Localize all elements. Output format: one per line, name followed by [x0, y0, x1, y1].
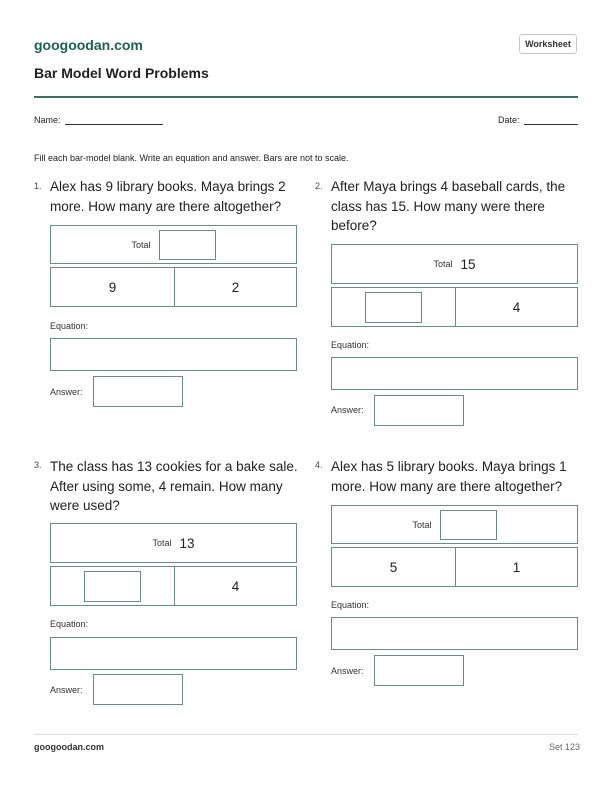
- equation-field[interactable]: [50, 338, 297, 371]
- total-label: Total: [131, 239, 151, 250]
- question-line: more. How many are there altogether?: [50, 198, 282, 214]
- worksheet-badge: Worksheet: [519, 34, 577, 54]
- question-number: 3.: [34, 460, 42, 470]
- instructions: Fill each bar-model blank. Write an equation and answer. Bars are not to scale.: [34, 153, 349, 163]
- bar-part-a: [331, 287, 456, 327]
- bar-part-b: 2: [174, 267, 297, 307]
- bar-part-b: 4: [174, 566, 297, 606]
- equation-label: Equation:: [331, 600, 370, 610]
- bar-part-a: 9: [50, 267, 175, 307]
- equation-field[interactable]: [331, 617, 578, 650]
- bar-total: [50, 523, 297, 563]
- answer-field[interactable]: [93, 376, 183, 407]
- bar-total: [331, 244, 578, 284]
- bar-total: [331, 505, 578, 544]
- page-title: Bar Model Word Problems: [34, 65, 209, 81]
- footer-set-label: Set 123: [549, 742, 581, 752]
- part-blank[interactable]: [84, 571, 141, 602]
- answer-label: Answer:: [331, 405, 364, 415]
- total-label: Total: [412, 519, 432, 530]
- equation-label: Equation:: [331, 340, 370, 350]
- question-line: before?: [331, 218, 377, 233]
- question-number: 1.: [34, 181, 42, 191]
- part-blank[interactable]: [365, 292, 422, 323]
- equation-field[interactable]: [331, 357, 578, 390]
- total-value: 15: [460, 256, 476, 272]
- footer-divider: [34, 734, 578, 735]
- bar-part-b: 1: [455, 547, 578, 587]
- question-line: Alex has 5 library books. Maya brings 1: [331, 459, 567, 474]
- bar-part-a: [50, 566, 175, 606]
- total-blank[interactable]: [440, 510, 497, 540]
- bar-part-b: 4: [455, 287, 578, 327]
- question-line: After using some, 4 remain. How many: [50, 478, 283, 494]
- total-value: 13: [179, 535, 195, 551]
- equation-field[interactable]: [50, 637, 297, 670]
- footer-brand: googoodan.com: [34, 742, 104, 752]
- equation-label: Equation:: [50, 619, 89, 629]
- question-line: Alex has 9 library books. Maya brings 2: [50, 179, 286, 194]
- answer-field[interactable]: [374, 655, 464, 686]
- question-text: [331, 177, 565, 236]
- question-text: [50, 457, 298, 516]
- question-line: After Maya brings 4 baseball cards, the: [331, 179, 566, 194]
- question-line: The class has 13 cookies for a bake sale.: [50, 459, 298, 474]
- name-label: Name:: [34, 115, 61, 125]
- question-line: class has 15. How many were there: [331, 198, 545, 214]
- total-blank[interactable]: [159, 230, 216, 260]
- answer-label: Answer:: [50, 685, 83, 695]
- answer-field[interactable]: [374, 395, 464, 426]
- question-text: [50, 177, 286, 216]
- question-line: more. How many are there altogether?: [331, 478, 563, 494]
- answer-label: Answer:: [331, 666, 364, 676]
- bar-part-a: 5: [331, 547, 456, 587]
- name-field[interactable]: [65, 124, 163, 125]
- total-label: Total: [152, 538, 172, 548]
- total-label: Total: [433, 259, 453, 269]
- date-label: Date:: [498, 115, 520, 125]
- bar-total: [50, 225, 297, 264]
- equation-label: Equation:: [50, 321, 89, 331]
- answer-label: Answer:: [50, 387, 83, 397]
- question-number: 2.: [315, 181, 323, 191]
- answer-field[interactable]: [93, 674, 183, 705]
- brand-name: googoodan.com: [34, 37, 143, 53]
- question-line: were used?: [50, 498, 120, 513]
- question-text: [331, 457, 567, 496]
- date-field[interactable]: [524, 124, 578, 125]
- question-number: 4.: [315, 460, 323, 470]
- header-divider: [34, 96, 578, 98]
